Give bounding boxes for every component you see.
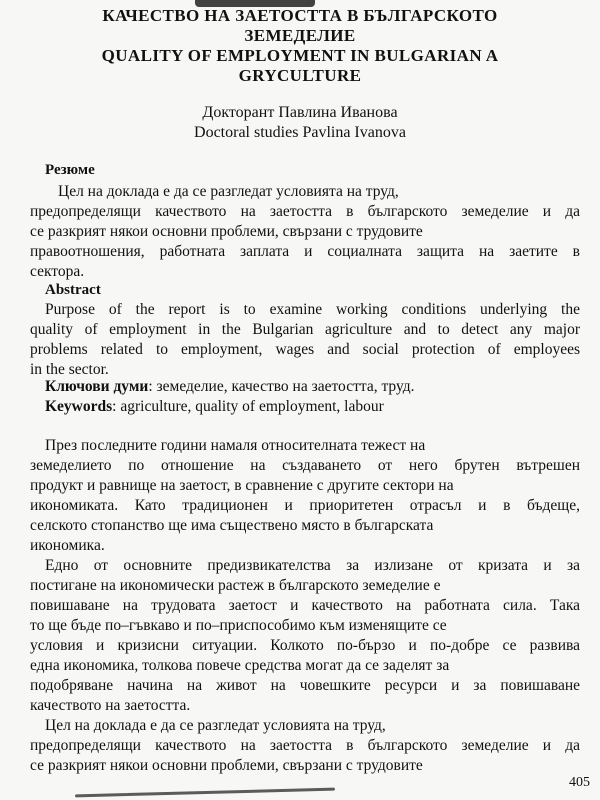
body-line: продукт и равнище на заетост, в сравнение с другите сектори на (30, 477, 454, 494)
keywords-bulgarian (45, 378, 415, 396)
resume-line: предопределящи качеството на заетостта в българското земеделие и да (30, 203, 580, 220)
abstract-line: in the sector. (30, 361, 109, 378)
abstract-heading: Abstract (45, 282, 101, 298)
body-line: се разкрият някои основни проблеми, свързани с трудовите (30, 757, 423, 774)
body-line: икономиката. Като традиционен и приоритетен отрасъл и в бъдеще, (30, 497, 580, 514)
keywords-bg-label: Ключови думи (45, 378, 149, 395)
keywords-english (45, 398, 384, 416)
keywords-en-label: Keywords (45, 398, 113, 415)
body-line: то ще бъде по–гъвкаво и по–приспособимо към изменящите се (30, 617, 447, 634)
page-number: 405 (569, 775, 590, 790)
body-line: условия и кризисни ситуации. Колкото по-бързо и по-добре се развива (30, 637, 580, 654)
body-paragraph-2 (30, 556, 580, 716)
body-paragraph-3 (30, 716, 580, 776)
body-line: постигане на икономически растеж в българското земеделие е (30, 577, 441, 594)
resume-line: сектора. (30, 263, 85, 280)
resume-paragraph (30, 182, 580, 282)
title-en-line-2: GRYCULTURE (238, 66, 362, 85)
body-line: селското стопанство ще има съществено място в българската (30, 517, 434, 534)
author-block (40, 103, 560, 143)
body-line: Цел на доклада е да се разгледат условията на труд, (45, 717, 386, 734)
keywords-bg-text: : земеделие, качество на заетостта, труд. (148, 378, 415, 395)
title-bg-line-2: ЗЕМЕДЕЛИЕ (244, 26, 356, 45)
author-en: Doctoral studies Pavlina Ivanova (194, 124, 406, 141)
title-bulgarian (40, 6, 560, 46)
resume-line: Цел на доклада е да се разгледат условията на труд, (58, 183, 399, 200)
scan-stroke (75, 788, 335, 798)
body-line: повишаване на трудовата заетост и качеството на работната сила. Така (30, 597, 580, 614)
body-line: предопределящи качеството на заетостта в българското земеделие и да (30, 737, 580, 754)
body-line: земеделието по отношение на създаването от него брутен вътрешен (30, 457, 580, 474)
resume-line: се разкрият някои основни проблеми, свързани с трудовите (30, 223, 423, 240)
resume-heading: Резюме (45, 162, 95, 178)
title-en-line-1: QUALITY OF EMPLOYMENT IN BULGARIAN A (101, 46, 499, 65)
body-line: качеството на заетостта. (30, 697, 191, 714)
resume-line: правоотношения, работната заплата и социалната защита на заетите в (30, 243, 580, 260)
body-line: През последните години намаля относителната тежест на (45, 437, 426, 454)
body-paragraph-1 (30, 436, 580, 556)
keywords-en-text: : agriculture, quality of employment, labour (112, 398, 384, 415)
body-line: икономика. (30, 537, 105, 554)
title-english (40, 46, 560, 86)
abstract-line: problems related to employment, wages and social protection of employees (30, 341, 580, 358)
body-line: Едно от основните предизвикателства за излизане от кризата и за (45, 557, 580, 574)
abstract-paragraph (30, 300, 580, 380)
body-line: една икономика, толкова повече средства могат да се заделят за (30, 657, 450, 674)
body-line: подобряване начина на живот на човешките ресурси и за повишаване (30, 677, 580, 694)
author-bg: Докторант Павлина Иванова (202, 104, 398, 121)
title-bg-line-1: КАЧЕСТВО НА ЗАЕТОСТТА В БЪЛГАРСКОТО (102, 6, 498, 25)
abstract-line: quality of employment in the Bulgarian agriculture and to detect any major (30, 321, 580, 338)
abstract-line: Purpose of the report is to examine working conditions underlying the (45, 301, 580, 318)
